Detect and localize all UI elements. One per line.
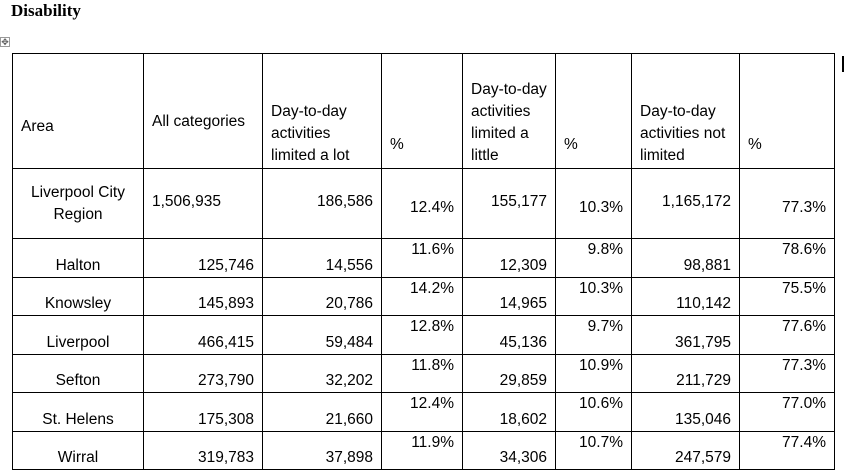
cell-limited-a-lot: 21,660 [263,393,382,432]
cell-area: Wirral [13,431,144,470]
header-area: Area [13,54,144,169]
cell-limited-a-little: 155,177 [463,169,556,239]
header-percent-a-little: % [556,54,632,169]
cell-all-categories: 125,746 [144,239,263,278]
header-all-categories: All categories [144,54,263,169]
table-row [13,239,835,278]
cell-area: St. Helens [13,393,144,432]
cell-percent-not-limited: 75.5% [740,277,835,316]
cell-not-limited: 247,579 [632,431,740,470]
cell-all-categories: 175,308 [144,393,263,432]
cell-limited-a-little: 34,306 [463,431,556,470]
document-title: Disability [11,1,81,20]
cell-limited-a-lot: 32,202 [263,354,382,393]
cell-percent-a-lot: 11.6% [382,239,463,278]
cell-limited-a-little: 29,859 [463,354,556,393]
cell-limited-a-lot: 186,586 [263,169,382,239]
cell-not-limited: 211,729 [632,354,740,393]
header-limited-a-little: Day-to-day activities limited a little [463,54,556,169]
cell-not-limited: 98,881 [632,239,740,278]
cell-not-limited: 361,795 [632,316,740,355]
cell-percent-a-little: 10.6% [556,393,632,432]
cell-area: Liverpool [13,316,144,355]
cell-area: Halton [13,239,144,278]
cell-limited-a-little: 18,602 [463,393,556,432]
header-percent-a-lot: % [382,54,463,169]
cell-percent-a-lot: 12.8% [382,316,463,355]
cell-percent-a-lot: 12.4% [382,393,463,432]
cell-limited-a-lot: 20,786 [263,277,382,316]
cell-percent-a-lot: 11.8% [382,354,463,393]
table-row [13,277,835,316]
header-not-limited: Day-to-day activities not limited [632,54,740,169]
cell-percent-a-little: 10.3% [556,169,632,239]
cell-percent-a-little: 9.8% [556,239,632,278]
disability-table [12,53,835,470]
cell-limited-a-lot: 59,484 [263,316,382,355]
cell-limited-a-lot: 14,556 [263,239,382,278]
cell-percent-a-lot: 14.2% [382,277,463,316]
cell-percent-a-little: 10.7% [556,431,632,470]
cell-limited-a-little: 12,309 [463,239,556,278]
cell-all-categories: 1,506,935 [144,169,263,239]
cell-percent-a-lot: 11.9% [382,431,463,470]
cell-not-limited: 1,165,172 [632,169,740,239]
header-limited-a-lot: Day-to-day activities limited a lot [263,54,382,169]
cell-limited-a-lot: 37,898 [263,431,382,470]
cell-area: Sefton [13,354,144,393]
cell-area: Knowsley [13,277,144,316]
cell-percent-not-limited: 77.6% [740,316,835,355]
table-row [13,431,835,470]
table-row [13,316,835,355]
cell-percent-not-limited: 77.3% [740,169,835,239]
table-row [13,393,835,432]
cell-area: Liverpool City Region [13,169,144,239]
cell-percent-a-little: 10.3% [556,277,632,316]
cell-percent-a-little: 10.9% [556,354,632,393]
cell-all-categories: 145,893 [144,277,263,316]
cell-all-categories: 273,790 [144,354,263,393]
cell-all-categories: 319,783 [144,431,263,470]
cell-percent-not-limited: 77.3% [740,354,835,393]
cell-percent-a-little: 9.7% [556,316,632,355]
text-cursor [842,56,844,72]
cell-not-limited: 135,046 [632,393,740,432]
move-cross-icon[interactable]: ✥ [1,37,9,47]
cell-percent-not-limited: 78.6% [740,239,835,278]
cell-percent-not-limited: 77.4% [740,431,835,470]
cell-not-limited: 110,142 [632,277,740,316]
cell-limited-a-little: 14,965 [463,277,556,316]
header-row [13,54,835,169]
table-row [13,354,835,393]
cell-percent-a-lot: 12.4% [382,169,463,239]
header-percent-not-limited: % [740,54,835,169]
cell-all-categories: 466,415 [144,316,263,355]
table-row [13,169,835,239]
cell-limited-a-little: 45,136 [463,316,556,355]
cell-percent-not-limited: 77.0% [740,393,835,432]
